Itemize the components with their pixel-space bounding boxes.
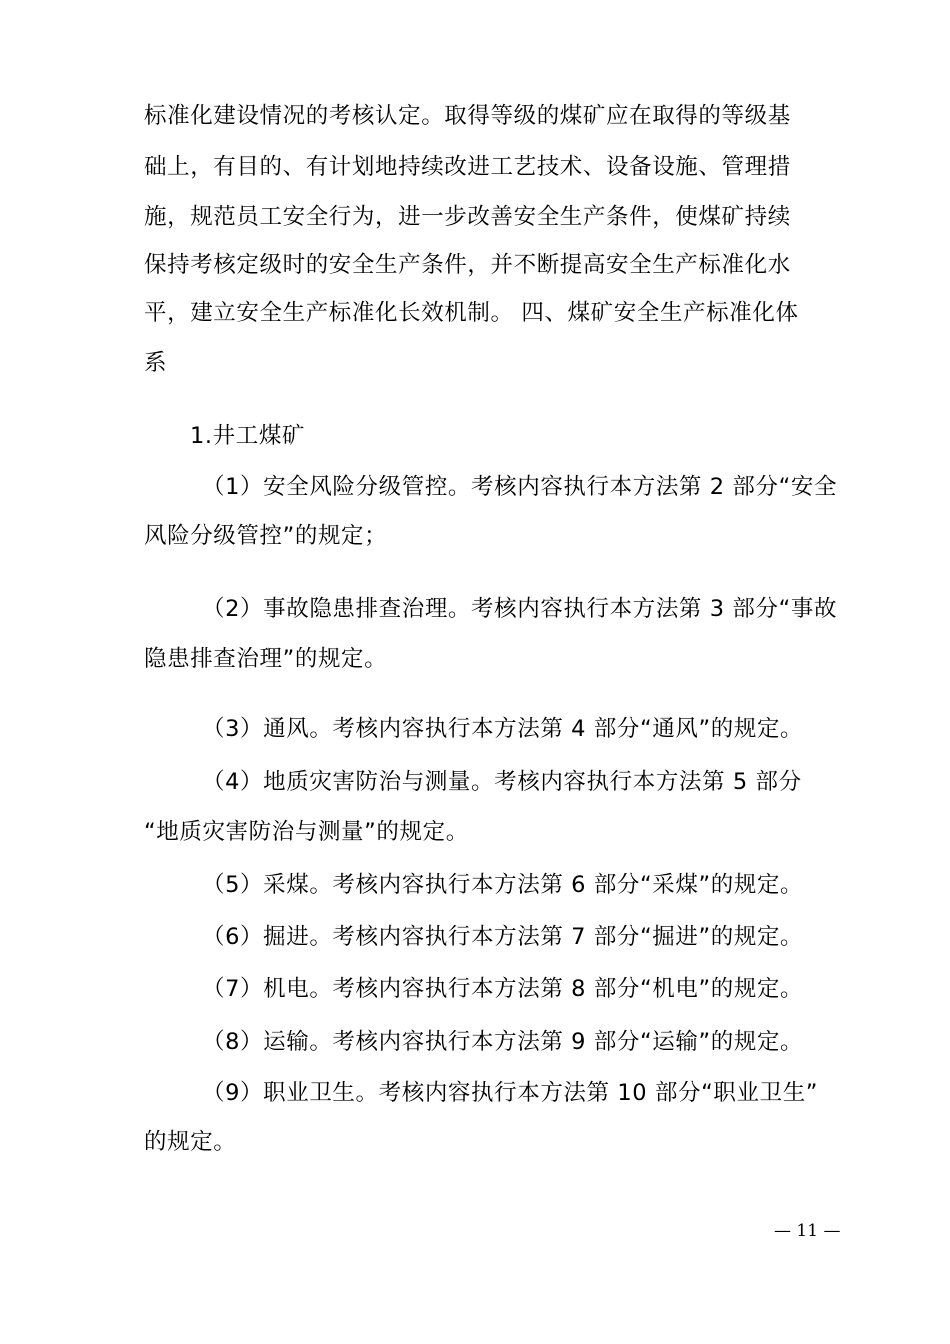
list-item-line: （6）掘进。考核内容执行本方法第 7 部分“掘进”的规定。 — [202, 924, 804, 950]
list-item-line: （2）事故隐患排查治理。考核内容执行本方法第 3 部分“事故 — [202, 596, 838, 622]
list-item-line: （1）安全风险分级管控。考核内容执行本方法第 2 部分“安全 — [202, 474, 838, 500]
list-item-line: （9）职业卫生。考核内容执行本方法第 10 部分“职业卫生” — [202, 1080, 819, 1106]
list-item-line: 隐患排查治理”的规定。 — [144, 646, 388, 672]
list-item-line: 的规定。 — [144, 1129, 237, 1155]
paragraph-line: 础上，有目的、有计划地持续改进工艺技术、设备设施、管理措 — [144, 154, 791, 180]
list-item-line: （3）通风。考核内容执行本方法第 4 部分“通风”的规定。 — [202, 716, 804, 742]
paragraph-line: 系 — [144, 350, 168, 376]
list-item-line: （8）运输。考核内容执行本方法第 9 部分“运输”的规定。 — [202, 1029, 804, 1055]
list-item-line: “地质灾害防治与测量”的规定。 — [144, 819, 469, 845]
list-item-line: （5）采煤。考核内容执行本方法第 6 部分“采煤”的规定。 — [202, 872, 804, 898]
paragraph-line: 保持考核定级时的安全生产条件，并不断提高安全生产标准化水 — [144, 252, 791, 278]
paragraph-line: 施，规范员工安全行为，进一步改善安全生产条件，使煤矿持续 — [144, 204, 791, 230]
list-item-line: 风险分级管控”的规定； — [144, 523, 388, 549]
page-number: — 11 — — [774, 1221, 841, 1241]
list-item-line: （4）地质灾害防治与测量。考核内容执行本方法第 5 部分 — [202, 769, 802, 795]
paragraph-line: 平，建立安全生产标准化长效机制。 四、煤矿安全生产标准化体 — [144, 300, 799, 326]
paragraph-line: 标准化建设情况的考核认定。取得等级的煤矿应在取得的等级基 — [144, 103, 791, 129]
section-heading: 1.井工煤矿 — [190, 423, 306, 449]
list-item-line: （7）机电。考核内容执行本方法第 8 部分“机电”的规定。 — [202, 976, 804, 1002]
